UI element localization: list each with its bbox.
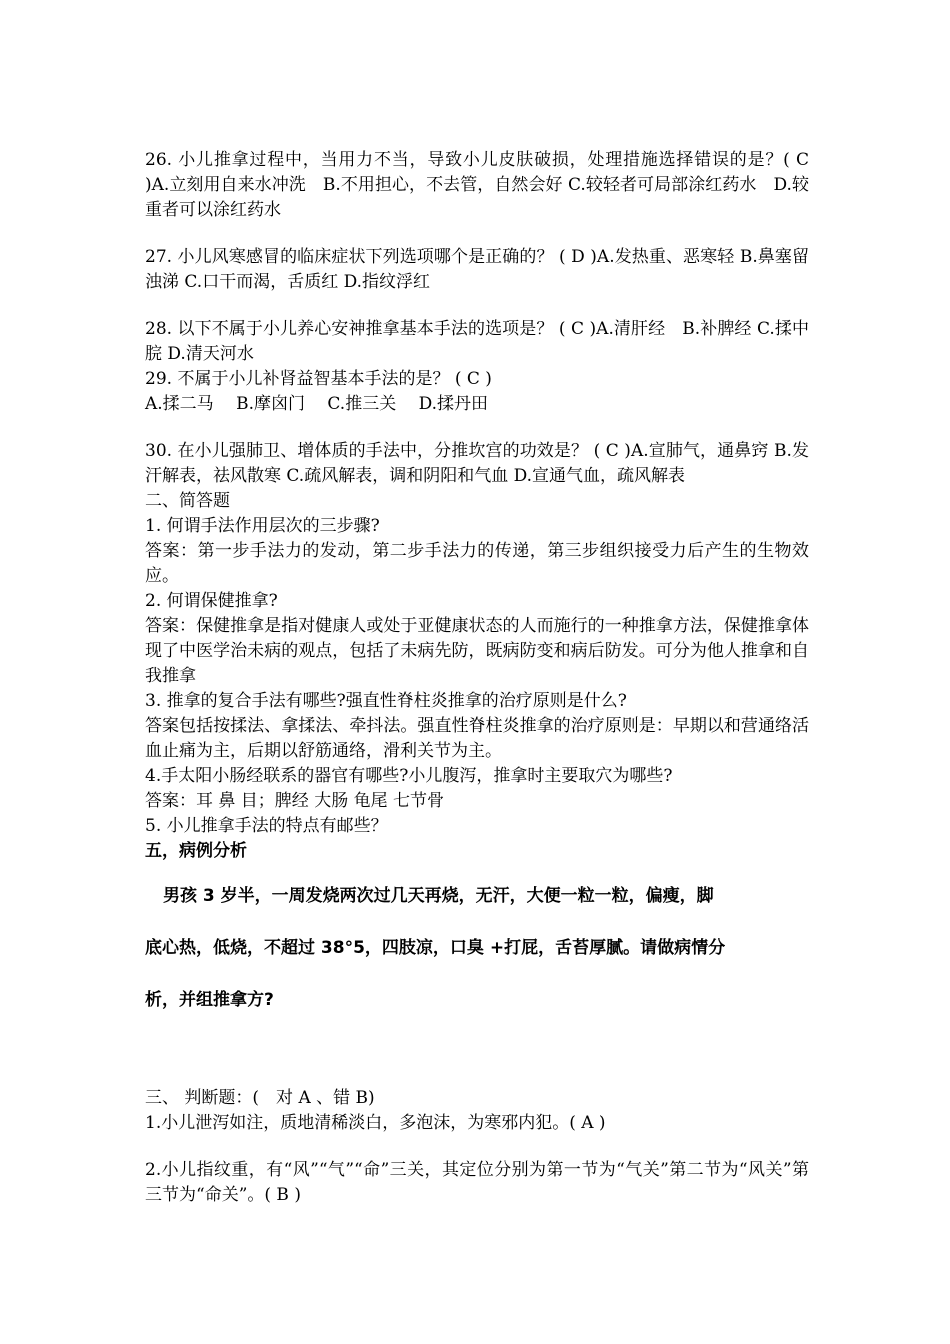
short-answer-a4: 答案：耳 鼻 目；脾经 大肠 龟尾 七节骨: [145, 791, 445, 811]
short-answer-q5: 5. 小儿推拿手法的特点有邮些？: [145, 816, 388, 836]
short-answer-a2: 答案：保健推拿是指对健康人或处于亚健康状态的人而施行的一种推拿方法，保健推拿体现了中医学治未病的观点，包括了未病先防，既病防变和病后防发。可分为他人推拿和自我推拿: [145, 616, 809, 686]
short-answer-q2: 2. 何谓保健推拿?: [145, 591, 278, 611]
true-false-title: 三、 判断题：( 对 A 、错 B): [145, 1088, 375, 1108]
question-29-options: A.揉二马 B.摩囟门 C.推三关 D.揉丹田: [145, 394, 489, 414]
question-26: 26. 小儿推拿过程中，当用力不当，导致小儿皮肤破损，处理措施选择错误的是？( C )A.立刻用自来水冲洗 B.不用担心，不去管，自然会好 C.较轻者可局部涂红药水 D.较重者可以涂红药水: [145, 150, 809, 220]
question-27: 27. 小儿风寒感冒的临床症状下列选项哪个是正确的？ ( D )A.发热重、恶寒轻 B.鼻塞留浊涕 C.口干而渴，舌质红 D.指纹浮红: [145, 247, 809, 292]
question-29: 29. 不属于小儿补肾益智基本手法的是？ ( C ): [145, 369, 492, 389]
short-answer-q4: 4.手太阳小肠经联系的器官有哪些?小儿腹泻，推拿时主要取穴为哪些?: [145, 766, 673, 786]
short-answer-a1: 答案：第一步手法力的发动，第二步手法力的传递，第三步组织接受力后产生的生物效应。: [145, 541, 809, 586]
case-line-3: 析，并组推拿方?: [145, 990, 274, 1010]
true-false-q1: 1.小儿泄泻如注，质地清稀淡白，多泡沫，为寒邪内犯。( A ): [145, 1113, 606, 1133]
question-28: 28. 以下不属于小儿养心安神推拿基本手法的选项是？ ( C )A.清肝经 B.补脾经 C.揉中脘 D.清天河水: [145, 319, 809, 364]
document-body: [145, 148, 809, 1208]
case-analysis-title: 五，病例分析: [145, 841, 247, 861]
short-answer-title: 二、简答题: [145, 491, 230, 511]
question-30: 30. 在小儿强肺卫、增体质的手法中，分推坎宫的功效是？ ( C )A.宣肺气，通鼻窍 B.发汗解表，祛风散寒 C.疏风解表，调和阴阳和气血 D.宣通气血，疏风解表: [145, 441, 809, 486]
true-false-q2: 2.小儿指纹重，有“风”“气”“命”三关，其定位分别为第一节为“气关”第二节为“风关”第三节为“命关”。( B ): [145, 1160, 809, 1205]
short-answer-q1: 1. 何谓手法作用层次的三步骤?: [145, 516, 380, 536]
case-line-1: 男孩 3 岁半，一周发烧两次过几天再烧，无汗，大便一粒一粒，偏瘦，脚: [163, 886, 714, 906]
case-line-2: 底心热，低烧，不超过 38°5，四肢凉，口臭 +打屁，舌苔厚腻。请做病情分: [145, 938, 726, 958]
case-analysis-text: [145, 870, 809, 1026]
short-answer-a3: 答案包括按揉法、拿揉法、牵抖法。强直性脊柱炎推拿的治疗原则是：早期以和营通络活血止痛为主，后期以舒筋通络，滑利关节为主。: [145, 716, 809, 761]
short-answer-q3: 3. 推拿的复合手法有哪些?强直性脊柱炎推拿的治疗原则是什么?: [145, 691, 627, 711]
